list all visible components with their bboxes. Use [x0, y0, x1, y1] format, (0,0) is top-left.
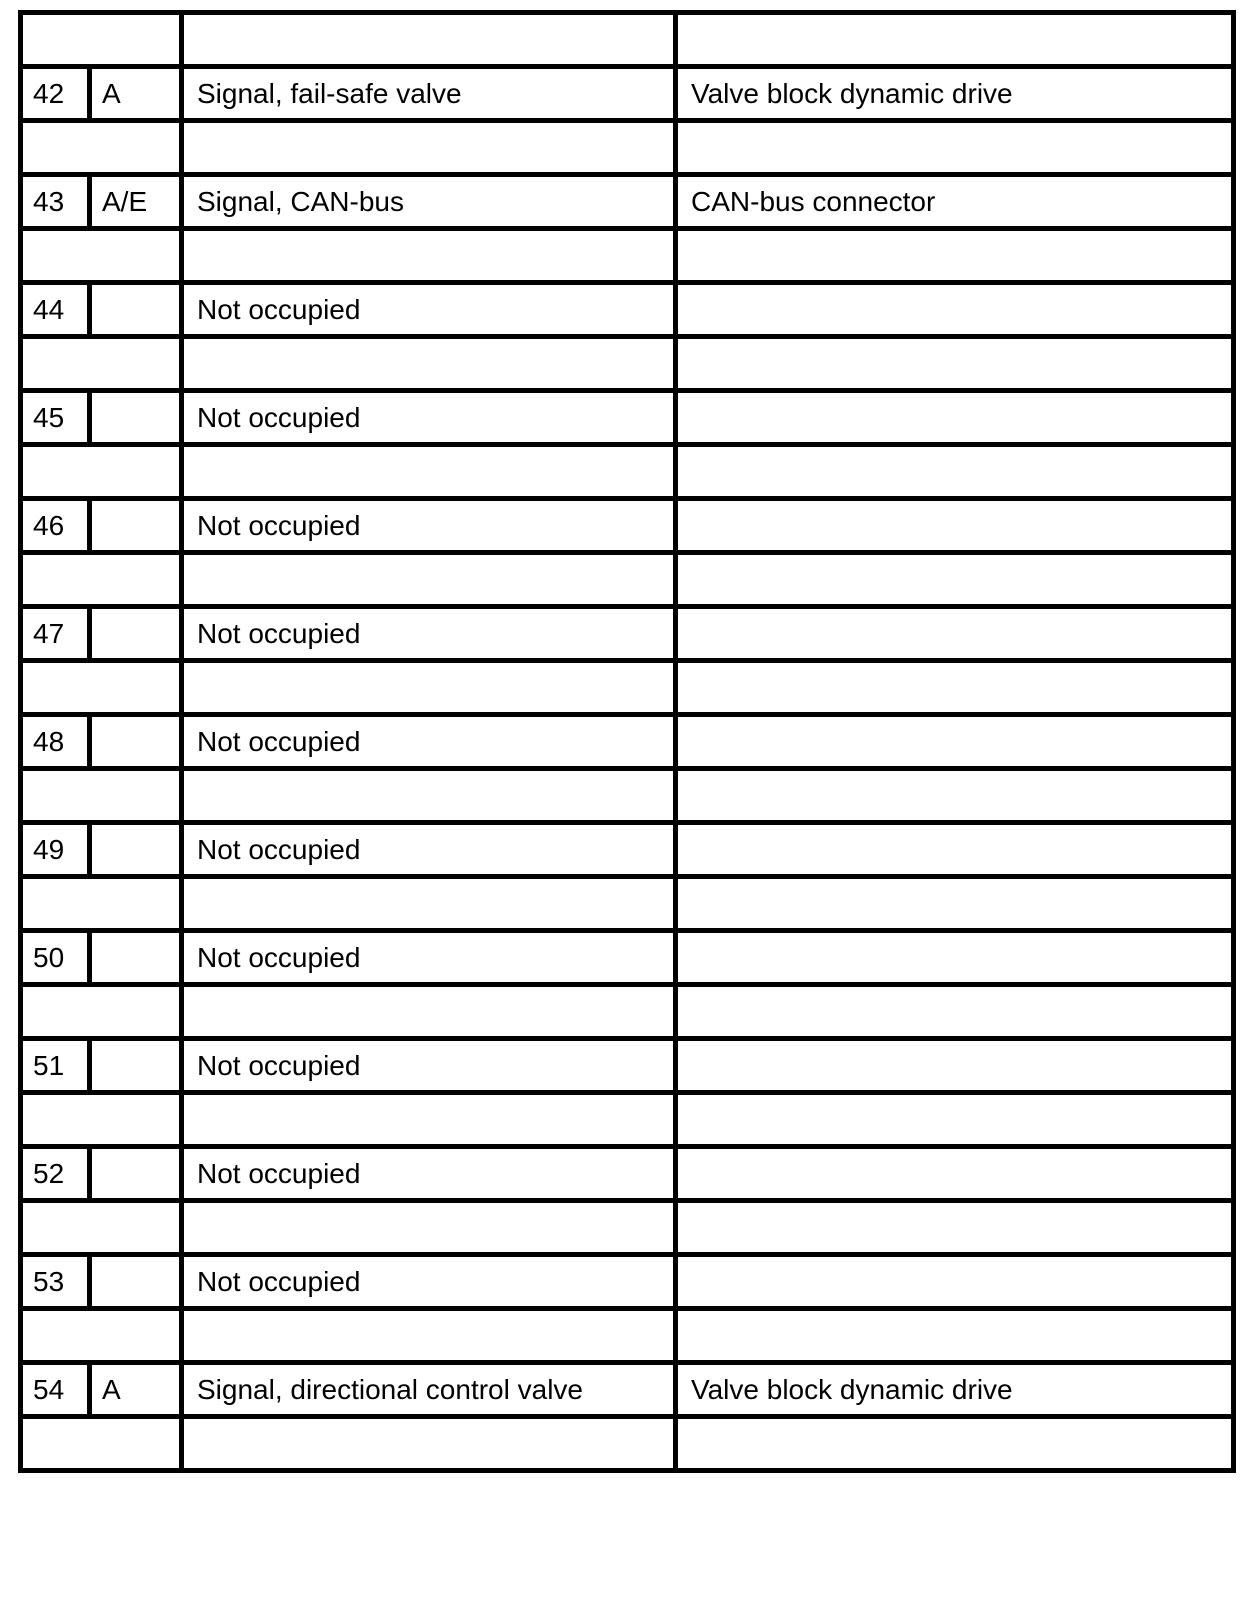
- pin-number-cell: 43: [21, 175, 90, 229]
- signal-type-cell: [90, 607, 182, 661]
- component-cell: [676, 661, 1234, 715]
- component-cell: [676, 337, 1234, 391]
- spacer-row: [21, 877, 1234, 931]
- signal-type-cell: [90, 283, 182, 337]
- component-cell: [676, 769, 1234, 823]
- component-cell: [676, 229, 1234, 283]
- spacer-row: [21, 229, 1234, 283]
- description-cell: Not occupied: [182, 1147, 676, 1201]
- pin-row: [21, 499, 1234, 553]
- pin-number-cell: [21, 121, 182, 175]
- signal-type-cell: A: [90, 1363, 182, 1417]
- signal-type-cell: [90, 1255, 182, 1309]
- component-cell: [676, 1417, 1234, 1471]
- component-cell: [676, 445, 1234, 499]
- pin-number-cell: 51: [21, 1039, 90, 1093]
- pin-row: [21, 1147, 1234, 1201]
- description-cell: [182, 553, 676, 607]
- pin-number-cell: 46: [21, 499, 90, 553]
- component-cell: [676, 1147, 1234, 1201]
- pin-number-cell: 53: [21, 1255, 90, 1309]
- spacer-row: [21, 769, 1234, 823]
- description-cell: Not occupied: [182, 1255, 676, 1309]
- pin-number-cell: 52: [21, 1147, 90, 1201]
- pin-number-cell: [21, 877, 182, 931]
- pin-table-body: [21, 13, 1234, 1471]
- pin-number-cell: [21, 445, 182, 499]
- pin-row: [21, 283, 1234, 337]
- component-cell: [676, 823, 1234, 877]
- description-cell: [182, 1309, 676, 1363]
- pin-number-cell: 49: [21, 823, 90, 877]
- pin-row: [21, 67, 1234, 121]
- description-cell: Not occupied: [182, 1039, 676, 1093]
- component-cell: [676, 553, 1234, 607]
- description-cell: [182, 985, 676, 1039]
- component-cell: [676, 1201, 1234, 1255]
- pin-row: [21, 391, 1234, 445]
- component-cell: [676, 985, 1234, 1039]
- spacer-row: [21, 121, 1234, 175]
- pin-number-cell: [21, 1417, 182, 1471]
- description-cell: Signal, fail-safe valve: [182, 67, 676, 121]
- spacer-row: [21, 1309, 1234, 1363]
- component-cell: [676, 499, 1234, 553]
- spacer-row: [21, 1093, 1234, 1147]
- signal-type-cell: [90, 499, 182, 553]
- component-cell: [676, 607, 1234, 661]
- signal-type-cell: A: [90, 67, 182, 121]
- component-cell: CAN-bus connector: [676, 175, 1234, 229]
- component-cell: [676, 121, 1234, 175]
- pin-number-cell: [21, 553, 182, 607]
- spacer-row: [21, 661, 1234, 715]
- description-cell: Not occupied: [182, 931, 676, 985]
- pin-assignment-table: [18, 10, 1236, 1473]
- spacer-row: [21, 1201, 1234, 1255]
- pin-number-cell: [21, 13, 182, 67]
- pin-number-cell: [21, 229, 182, 283]
- description-cell: [182, 1201, 676, 1255]
- pin-number-cell: 50: [21, 931, 90, 985]
- spacer-row: [21, 1417, 1234, 1471]
- pin-row: [21, 1363, 1234, 1417]
- description-cell: [182, 1093, 676, 1147]
- description-cell: [182, 661, 676, 715]
- description-cell: [182, 1417, 676, 1471]
- pin-number-cell: 48: [21, 715, 90, 769]
- description-cell: Signal, CAN-bus: [182, 175, 676, 229]
- pin-number-cell: 47: [21, 607, 90, 661]
- pin-number-cell: [21, 661, 182, 715]
- component-cell: [676, 1255, 1234, 1309]
- component-cell: [676, 1309, 1234, 1363]
- pin-number-cell: [21, 985, 182, 1039]
- signal-type-cell: [90, 1039, 182, 1093]
- description-cell: Not occupied: [182, 823, 676, 877]
- pin-number-cell: [21, 337, 182, 391]
- component-cell: Valve block dynamic drive: [676, 67, 1234, 121]
- component-cell: [676, 877, 1234, 931]
- pin-number-cell: [21, 1201, 182, 1255]
- description-cell: [182, 337, 676, 391]
- component-cell: [676, 715, 1234, 769]
- signal-type-cell: A/E: [90, 175, 182, 229]
- signal-type-cell: [90, 931, 182, 985]
- pin-row: [21, 715, 1234, 769]
- description-cell: Not occupied: [182, 499, 676, 553]
- description-cell: Not occupied: [182, 283, 676, 337]
- pin-row: [21, 931, 1234, 985]
- component-cell: [676, 283, 1234, 337]
- pin-number-cell: [21, 1309, 182, 1363]
- pin-number-cell: 44: [21, 283, 90, 337]
- description-cell: Not occupied: [182, 391, 676, 445]
- signal-type-cell: [90, 823, 182, 877]
- pin-row: [21, 1255, 1234, 1309]
- component-cell: [676, 13, 1234, 67]
- component-cell: [676, 391, 1234, 445]
- signal-type-cell: [90, 391, 182, 445]
- description-cell: Not occupied: [182, 607, 676, 661]
- pin-row: [21, 1039, 1234, 1093]
- pin-number-cell: 42: [21, 67, 90, 121]
- description-cell: [182, 229, 676, 283]
- component-cell: Valve block dynamic drive: [676, 1363, 1234, 1417]
- spacer-row: [21, 337, 1234, 391]
- pin-row: [21, 607, 1234, 661]
- pin-number-cell: 45: [21, 391, 90, 445]
- pin-row: [21, 175, 1234, 229]
- description-cell: [182, 13, 676, 67]
- pin-number-cell: 54: [21, 1363, 90, 1417]
- description-cell: Signal, directional control valve: [182, 1363, 676, 1417]
- description-cell: [182, 877, 676, 931]
- pin-row: [21, 823, 1234, 877]
- component-cell: [676, 1039, 1234, 1093]
- component-cell: [676, 1093, 1234, 1147]
- spacer-row: [21, 985, 1234, 1039]
- signal-type-cell: [90, 1147, 182, 1201]
- description-cell: [182, 769, 676, 823]
- signal-type-cell: [90, 715, 182, 769]
- description-cell: Not occupied: [182, 715, 676, 769]
- component-cell: [676, 931, 1234, 985]
- spacer-row: [21, 13, 1234, 67]
- description-cell: [182, 121, 676, 175]
- spacer-row: [21, 553, 1234, 607]
- pin-number-cell: [21, 769, 182, 823]
- description-cell: [182, 445, 676, 499]
- pin-number-cell: [21, 1093, 182, 1147]
- spacer-row: [21, 445, 1234, 499]
